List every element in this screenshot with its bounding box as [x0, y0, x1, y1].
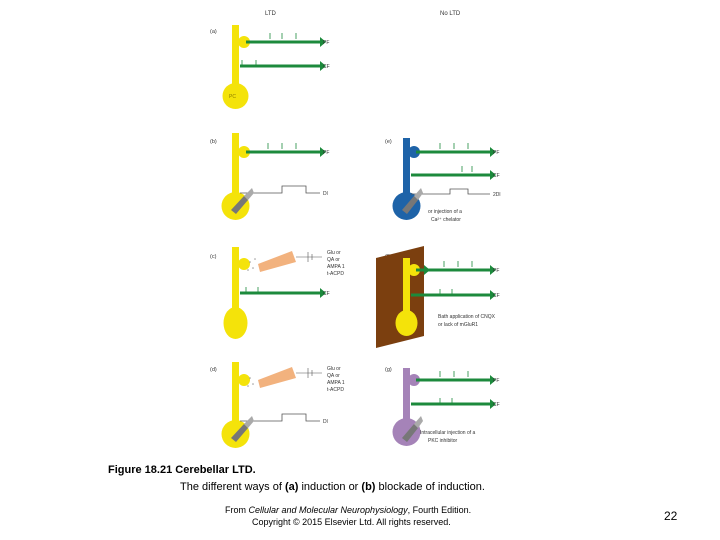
- panel-e: [385, 138, 501, 223]
- panel-b-dl-label: Dl: [323, 191, 328, 197]
- desc-post: blockade of induction.: [375, 481, 485, 493]
- page-number: 22: [664, 509, 678, 523]
- panel-e-2dl-label: 2Dl: [493, 192, 501, 198]
- credit-post: , Fourth Edition.: [407, 505, 472, 515]
- panel-a-cf-label: CF: [323, 64, 330, 70]
- panel-g-note2: PKC inhibitor: [428, 438, 458, 444]
- header-ltd: LTD: [265, 11, 276, 17]
- panel-d-qa-label: QA or: [327, 373, 340, 379]
- figure-description: [180, 481, 485, 493]
- panel-f-pf-label: PF: [493, 268, 500, 274]
- panel-a-pc-label: PC: [229, 94, 236, 100]
- desc-mid: induction or: [298, 481, 362, 493]
- panel-g-letter: (g): [385, 367, 392, 373]
- panel-g-note1: Intracellular injection of a: [420, 430, 476, 436]
- panel-c-letter: (c): [210, 254, 217, 260]
- panel-a: [210, 25, 330, 109]
- panel-e-note2: Ca²⁺ chelator: [431, 217, 461, 223]
- panel-d-letter: (d): [210, 367, 217, 373]
- panel-c-glu-label: Glu or: [327, 250, 341, 256]
- panel-d: [210, 362, 345, 448]
- panel-c: [210, 247, 345, 339]
- panel-f-cf-label: CF: [493, 293, 500, 299]
- panel-d-glu-label: Glu or: [327, 366, 341, 372]
- source-credit: [225, 505, 471, 515]
- panel-e-letter: (e): [385, 139, 392, 145]
- panel-g-pf-label: PF: [493, 378, 500, 384]
- panel-e-cf-label: CF: [493, 173, 500, 179]
- desc-pre: The different ways of: [180, 481, 285, 493]
- desc-b: (b): [361, 481, 376, 493]
- panel-c-cf-label: CF: [323, 291, 330, 297]
- figure-title: Figure 18.21 Cerebellar LTD.: [108, 464, 256, 476]
- panel-g: [385, 367, 500, 446]
- panel-f: [376, 246, 500, 348]
- panel-e-note1: or injection of a: [428, 209, 462, 215]
- header-no-ltd: No LTD: [440, 11, 461, 17]
- credit-book: Cellular and Molecular Neurophysiology: [248, 505, 408, 515]
- copyright-notice: Copyright © 2015 Elsevier Ltd. All rights reserved.: [252, 517, 451, 527]
- panel-d-ampa-label: AMPA 1: [327, 380, 345, 386]
- panel-a-letter: (a): [210, 29, 217, 35]
- panel-d-dl-label: Dl: [323, 419, 328, 425]
- credit-pre: From: [225, 505, 249, 515]
- panel-e-pf-label: PF: [493, 150, 500, 156]
- panel-b-letter: (b): [210, 139, 217, 145]
- panel-f-note2: or lack of mGluR1: [438, 322, 479, 328]
- panel-b: [210, 133, 329, 220]
- panel-d-acpd-label: t-ACPD: [327, 387, 344, 393]
- panel-a-pf-label: PF: [323, 40, 330, 46]
- panel-f-note1: Bath application of CNQX: [438, 314, 495, 320]
- panel-c-acpd-label: t-ACPD: [327, 271, 344, 277]
- panel-b-pf-label: PF: [323, 150, 330, 156]
- panel-g-cf-label: CF: [493, 402, 500, 408]
- panel-c-qa-label: QA or: [327, 257, 340, 263]
- panel-c-ampa-label: AMPA 1: [327, 264, 345, 270]
- desc-a: (a): [284, 481, 299, 493]
